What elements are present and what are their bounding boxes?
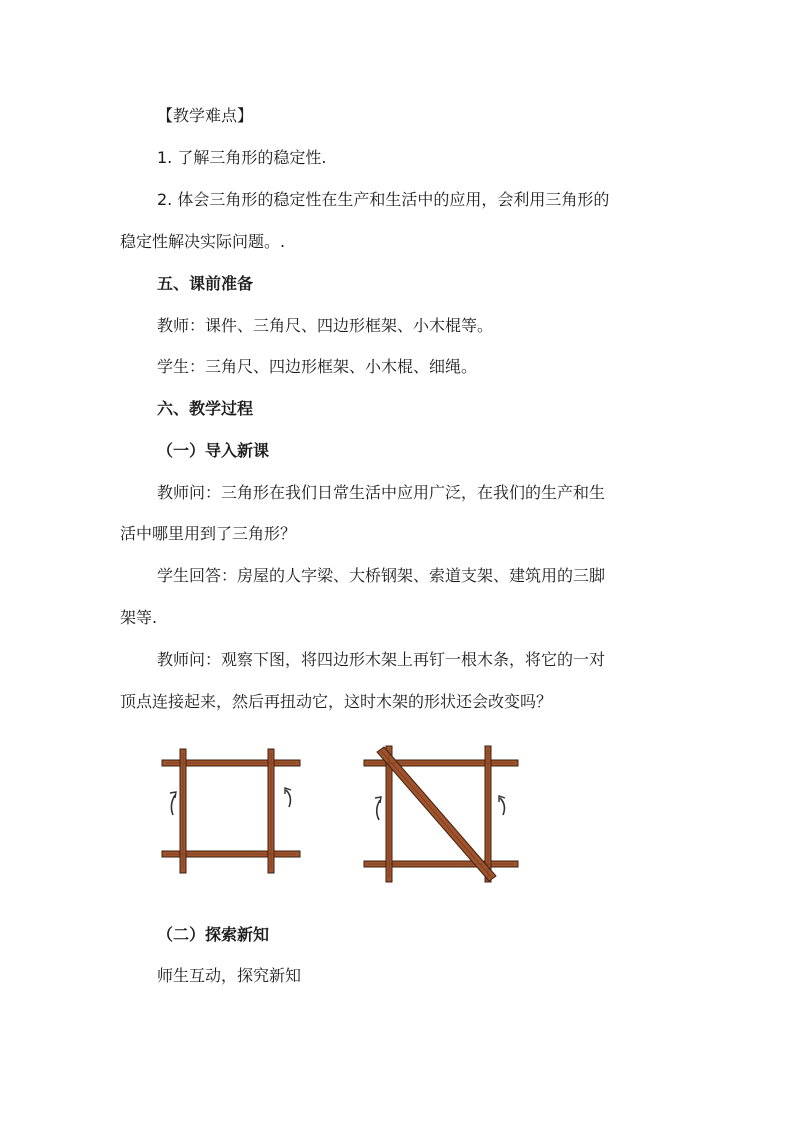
difficulty-item-1: 1. 了解三角形的稳定性. bbox=[157, 148, 327, 167]
difficulty-heading: 【教学难点】 bbox=[157, 106, 254, 125]
part-2-heading: （二）探索新知 bbox=[157, 925, 270, 944]
teacher-question-2-line-2: 顶点连接起来，然后再扭动它，这时木架的形状还会改变吗？ bbox=[120, 692, 553, 711]
difficulty-item-2-line-2: 稳定性解决实际问题。. bbox=[120, 232, 286, 251]
part-2-text: 师生互动，探究新知 bbox=[157, 966, 302, 985]
student-answer-line-2: 架等. bbox=[120, 608, 158, 627]
teacher-question-1-line-1: 教师问：三角形在我们日常生活中应用广泛，在我们的生产和生 bbox=[157, 483, 606, 502]
square-wood-frame-figure bbox=[158, 745, 308, 885]
rotate-arrow-right-icon bbox=[500, 798, 504, 815]
preparation-student: 学生：三角尺、四边形框架、小木棍、细绳。 bbox=[157, 357, 478, 376]
preparation-heading: 五、课前准备 bbox=[157, 274, 254, 293]
braced-wood-frame-figure bbox=[360, 740, 525, 885]
rotate-arrow-left-icon bbox=[171, 795, 175, 815]
process-heading: 六、教学过程 bbox=[157, 399, 254, 418]
student-answer-line-1: 学生回答：房屋的人字梁、大桥钢架、索道支架、建筑用的三脚 bbox=[157, 566, 606, 585]
rotate-arrow-right-icon bbox=[286, 790, 290, 807]
part-1-heading: （一）导入新课 bbox=[157, 441, 270, 460]
preparation-teacher: 教师：课件、三角尺、四边形框架、小木棍等。 bbox=[157, 316, 494, 335]
difficulty-item-2-line-1: 2. 体会三角形的稳定性在生产和生活中的应用，会利用三角形的 bbox=[157, 190, 610, 209]
rotate-arrow-left-icon bbox=[377, 800, 380, 820]
teacher-question-1-line-2: 活中哪里用到了三角形？ bbox=[120, 524, 297, 543]
teacher-question-2-line-1: 教师问：观察下图，将四边形木架上再钉一根木条，将它的一对 bbox=[157, 650, 606, 669]
